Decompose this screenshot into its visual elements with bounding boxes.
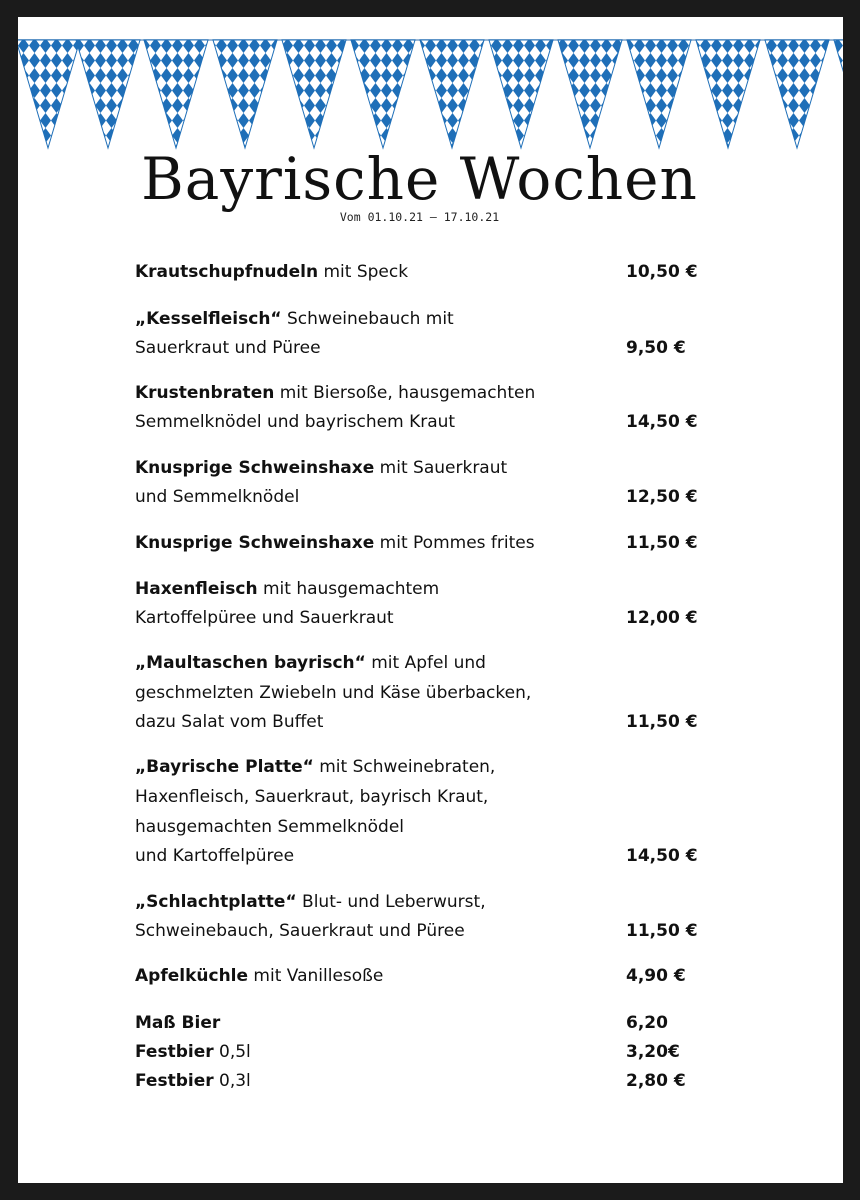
bunting-flag xyxy=(76,40,140,148)
dish-description: 0,5l xyxy=(213,1042,251,1062)
dish-name: Knusprige Schweinshaxe xyxy=(135,533,375,553)
menu-item-price: 2,80 € xyxy=(626,1071,686,1091)
dish-description: mit hausgemachtem xyxy=(257,579,440,599)
menu-item-line xyxy=(135,309,454,329)
bunting-flag xyxy=(282,40,346,148)
menu-item-line xyxy=(135,712,323,732)
menu-item-line xyxy=(135,338,321,358)
bunting-flag xyxy=(420,40,484,148)
dish-name: Haxenfleisch xyxy=(135,579,258,599)
dish-name: Maß Bier xyxy=(135,1013,221,1033)
menu-item-line xyxy=(135,412,455,432)
dish-name: „Schlachtplatte“ xyxy=(135,892,297,912)
bunting-flag xyxy=(834,40,843,148)
bunting-flag xyxy=(558,40,622,148)
bunting-flag xyxy=(696,40,760,148)
menu-item-line xyxy=(135,683,531,703)
menu-item-line xyxy=(135,262,408,282)
menu-item-line xyxy=(135,757,495,777)
menu-item-price: 14,50 € xyxy=(626,846,698,866)
dish-description: Semmelknödel und bayrischem Kraut xyxy=(135,412,456,432)
menu-item-line xyxy=(135,892,486,912)
menu-item-price: 11,50 € xyxy=(626,921,698,941)
menu-item-line xyxy=(135,817,404,837)
dish-name: Festbier xyxy=(135,1071,214,1091)
bunting-flag xyxy=(18,40,80,148)
menu-item-price: 4,90 € xyxy=(626,966,686,986)
menu-item-line xyxy=(135,1071,251,1091)
bunting-flag xyxy=(627,40,691,148)
bunting-flag xyxy=(144,40,208,148)
dish-description: und Kartoffelpüree xyxy=(135,846,295,866)
menu-item-price: 14,50 € xyxy=(626,412,698,432)
dish-name: „Maultaschen bayrisch“ xyxy=(135,653,366,673)
menu-item-price: 12,50 € xyxy=(626,487,698,507)
dish-description: mit Pommes frites xyxy=(374,533,535,553)
dish-description: mit Sauerkraut xyxy=(374,458,508,478)
bunting-flag xyxy=(765,40,829,148)
dish-name: Apfelküchle xyxy=(135,966,249,986)
dish-description: Blut- und Leberwurst, xyxy=(296,892,486,912)
menu-item-price: 6,20 xyxy=(626,1013,668,1033)
menu-item-line xyxy=(135,533,535,553)
dish-description: Sauerkraut und Püree xyxy=(135,338,321,358)
menu-item-price: 12,00 € xyxy=(626,608,698,628)
menu-item-line xyxy=(135,787,488,807)
menu-item-price: 9,50 € xyxy=(626,338,686,358)
dish-description: hausgemachten Semmelknödel xyxy=(135,817,405,837)
menu-item-price: 3,20€ xyxy=(626,1042,680,1062)
menu-item-line xyxy=(135,383,535,403)
menu-item-line xyxy=(135,921,465,941)
dish-description: Schweinebauch mit xyxy=(281,309,454,329)
dish-description: Kartoffelpüree und Sauerkraut xyxy=(135,608,394,628)
menu-item-price: 10,50 € xyxy=(626,262,698,282)
menu-item-line xyxy=(135,458,507,478)
dish-description: 0,3l xyxy=(213,1071,251,1091)
dish-name: Krustenbraten xyxy=(135,383,275,403)
bunting-flag xyxy=(489,40,553,148)
dish-description: und Semmelknödel xyxy=(135,487,300,507)
dish-name: „Bayrische Platte“ xyxy=(135,757,314,777)
dish-description: mit Vanillesoße xyxy=(248,966,384,986)
menu-item-line xyxy=(135,1013,220,1033)
dish-name: Festbier xyxy=(135,1042,214,1062)
menu-item-line xyxy=(135,846,294,866)
dish-description: mit Apfel und xyxy=(365,653,486,673)
menu-item-line xyxy=(135,653,486,673)
dish-description: mit Biersoße, hausgemachten xyxy=(274,383,536,403)
menu-item-line xyxy=(135,966,383,986)
menu-page xyxy=(18,17,843,1183)
menu-item-price: 11,50 € xyxy=(626,533,698,553)
dish-description: mit Schweinebraten, xyxy=(313,757,496,777)
menu-item-line xyxy=(135,1042,251,1062)
menu-item-line xyxy=(135,487,299,507)
menu-item-price: 11,50 € xyxy=(626,712,698,732)
bunting-flag xyxy=(351,40,415,148)
dish-description: mit Speck xyxy=(318,262,409,282)
dish-name: „Kesselfleisch“ xyxy=(135,309,282,329)
menu-item-line xyxy=(135,608,394,628)
date-range: Vom 01.10.21 – 17.10.21 xyxy=(339,210,500,224)
dish-description: dazu Salat vom Buffet xyxy=(135,712,324,732)
dish-description: geschmelzten Zwiebeln und Käse überbacken, xyxy=(135,683,532,703)
bunting-flag xyxy=(213,40,277,148)
menu-item-line xyxy=(135,579,439,599)
dish-description: Haxenfleisch, Sauerkraut, bayrisch Kraut, xyxy=(135,787,489,807)
bavarian-diamond-flag-icon xyxy=(18,38,843,150)
dish-name: Krautschupfnudeln xyxy=(135,262,319,282)
page-title: Bayrische Wochen xyxy=(141,145,698,213)
dish-name: Knusprige Schweinshaxe xyxy=(135,458,375,478)
dish-description: Schweinebauch, Sauerkraut und Püree xyxy=(135,921,465,941)
